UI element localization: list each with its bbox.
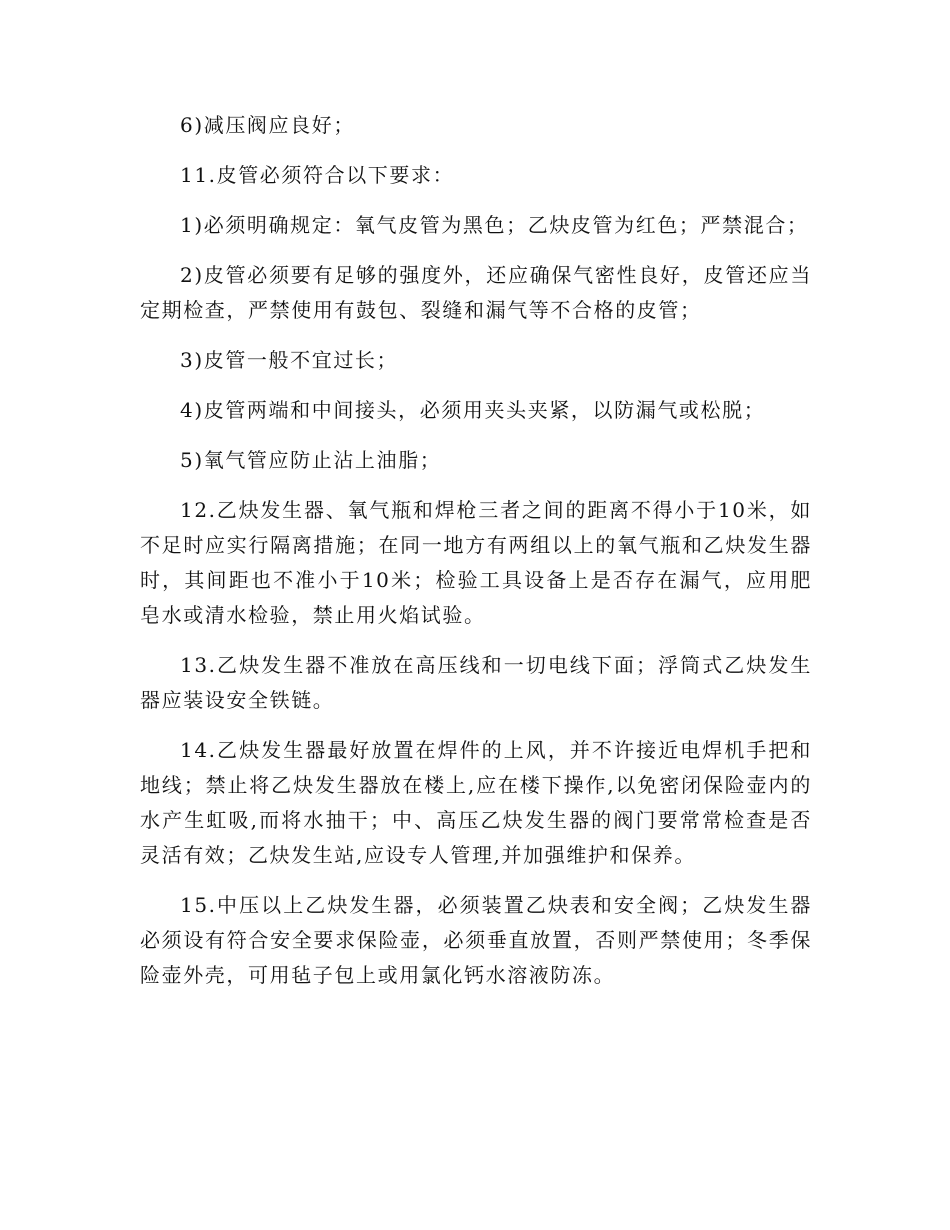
paragraph-5: 3)皮管一般不宜过长；	[180, 348, 399, 372]
paragraph-1: 6)减压阀应良好；	[180, 113, 355, 137]
paragraph-9: 13.乙炔发生器不准放在高压线和一切电线下面；浮筒式乙炔发生器应装设安全铁链。	[140, 653, 812, 712]
paragraph-10: 14.乙炔发生器最好放置在焊件的上风，并不许接近电焊机手把和地线；禁止将乙炔发生器放在楼上,应在楼下操作,以免密闭保险壶内的水产生虹吸,而将水抽干；中、高压乙炔发生器的阀门要常常检查是否灵活有效；乙炔发生站,应设专人管理,并加强维护和保养。	[140, 738, 812, 867]
paragraph-7: 5)氧气管应防止沾上油脂；	[180, 448, 442, 472]
paragraph-4: 2)皮管必须要有足够的强度外，还应确保气密性良好，皮管还应当定期检查，严禁使用有鼓包、裂缝和漏气等不合格的皮管；	[140, 263, 812, 322]
paragraph-8: 12.乙炔发生器、氧气瓶和焊枪三者之间的距离不得小于10米，如不足时应实行隔离措施；在同一地方有两组以上的氧气瓶和乙炔发生器时，其间距也不准小于10米；检验工具设备上是否存在漏气，应用肥皂水或清水检验，禁止用火焰试验。	[140, 498, 812, 627]
paragraph-3: 1)必须明确规定：氧气皮管为黑色；乙炔皮管为红色；严禁混合；	[180, 213, 809, 237]
paragraph-11: 15.中压以上乙炔发生器，必须装置乙炔表和安全阀；乙炔发生器必须设有符合安全要求保险壶，必须垂直放置，否则严禁使用；冬季保险壶外壳，可用毡子包上或用氯化钙水溶液防冻。	[140, 893, 812, 987]
document-body	[140, 108, 812, 1008]
paragraph-6: 4)皮管两端和中间接头，必须用夹头夹紧，以防漏气或松脱；	[180, 398, 766, 422]
paragraph-2: 11.皮管必须符合以下要求：	[180, 163, 455, 187]
